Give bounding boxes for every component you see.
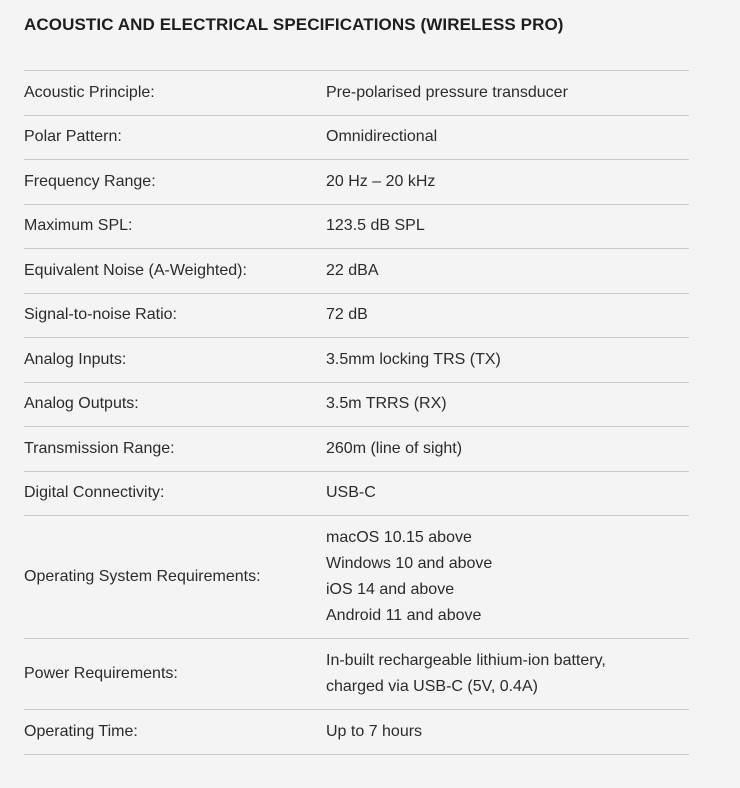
spec-value-line: charged via USB-C (5V, 0.4A) <box>326 678 538 695</box>
spec-value <box>326 471 689 516</box>
spec-row-analog-inputs <box>24 338 689 383</box>
spec-label: Operating System Requirements: <box>24 568 261 585</box>
spec-value-line: 3.5mm locking TRS (TX) <box>326 350 501 368</box>
spec-value <box>326 115 689 160</box>
spec-value-line: Android 11 and above <box>326 607 482 624</box>
spec-value <box>326 249 689 294</box>
spec-label: Maximum SPL: <box>24 217 133 235</box>
spec-value <box>326 427 689 472</box>
spec-row-power-requirements <box>24 639 689 710</box>
spec-value-line: USB-C <box>326 484 376 502</box>
spec-value-line: In-built rechargeable lithium-ion battery, <box>326 652 606 669</box>
spec-label: Digital Connectivity: <box>24 484 165 502</box>
spec-row-acoustic-principle <box>24 71 689 116</box>
spec-value <box>326 639 689 710</box>
spec-value-line: 22 dBA <box>326 261 379 279</box>
spec-value <box>326 204 689 249</box>
spec-row-polar-pattern <box>24 115 689 160</box>
spec-label: Frequency Range: <box>24 172 156 190</box>
spec-row-operating-time <box>24 710 689 755</box>
spec-value <box>326 710 689 755</box>
spec-value <box>326 160 689 205</box>
spec-row-digital-connectivity <box>24 471 689 516</box>
spec-row-equivalent-noise <box>24 249 689 294</box>
spec-label: Operating Time: <box>24 722 138 740</box>
spec-value-line: Up to 7 hours <box>326 722 423 740</box>
spec-label: Acoustic Principle: <box>24 83 155 101</box>
section-heading: ACOUSTIC AND ELECTRICAL SPECIFICATIONS (WIRELESS PRO) <box>24 15 564 34</box>
spec-value-line: macOS 10.15 above <box>326 529 472 546</box>
spec-value-line: 260m (line of sight) <box>326 439 463 457</box>
spec-value <box>326 382 689 427</box>
spec-value-line: 72 dB <box>326 306 368 324</box>
spec-label: Signal-to-noise Ratio: <box>24 306 177 324</box>
spec-label: Power Requirements: <box>24 665 178 682</box>
spec-row-frequency-range <box>24 160 689 205</box>
spec-value-line: Pre-polarised pressure transducer <box>326 83 568 101</box>
spec-row-signal-to-noise <box>24 293 689 338</box>
spec-row-os-requirements <box>24 516 689 639</box>
spec-table <box>24 70 689 755</box>
spec-row-analog-outputs <box>24 382 689 427</box>
spec-row-transmission-range <box>24 427 689 472</box>
spec-value-line: 20 Hz – 20 kHz <box>326 172 436 190</box>
spec-label: Analog Outputs: <box>24 395 139 413</box>
spec-label: Polar Pattern: <box>24 128 122 146</box>
spec-value <box>326 71 689 116</box>
spec-label: Analog Inputs: <box>24 350 127 368</box>
spec-row-maximum-spl <box>24 204 689 249</box>
spec-label: Equivalent Noise (A-Weighted): <box>24 261 247 279</box>
spec-value-line: Omnidirectional <box>326 128 438 146</box>
spec-value-line: 3.5m TRRS (RX) <box>326 395 447 413</box>
spec-value-line: iOS 14 and above <box>326 581 455 598</box>
spec-value-line: Windows 10 and above <box>326 555 493 572</box>
spec-value-line: 123.5 dB SPL <box>326 217 425 235</box>
spec-label: Transmission Range: <box>24 439 175 457</box>
spec-value <box>326 338 689 383</box>
spec-value <box>326 293 689 338</box>
spec-value <box>326 516 689 639</box>
